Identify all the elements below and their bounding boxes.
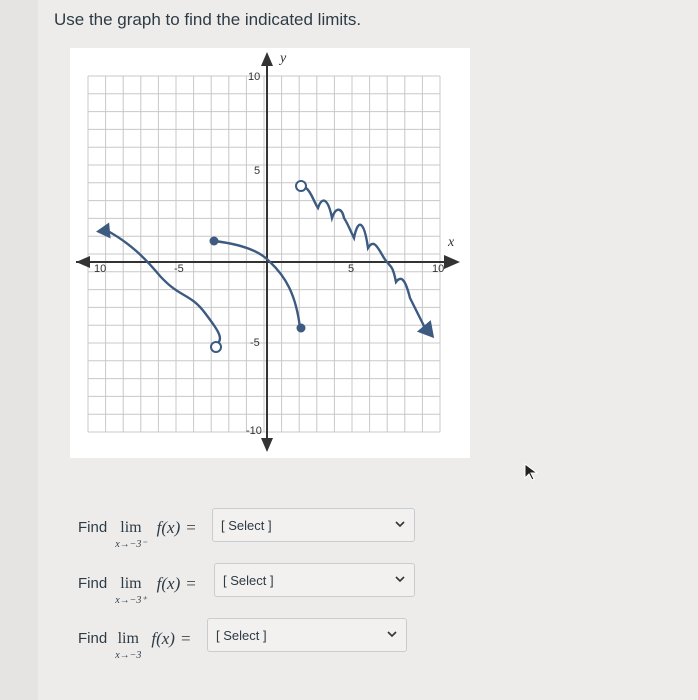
function-label: f(x) xyxy=(151,629,175,648)
equals-sign: = xyxy=(180,629,191,648)
select-value: [ Select ] xyxy=(216,627,267,643)
select-value: [ Select ] xyxy=(221,517,272,533)
select-dropdown-1[interactable] xyxy=(212,508,415,542)
equals-sign: = xyxy=(186,518,196,537)
y-axis-label: y xyxy=(280,51,287,66)
limit-expression xyxy=(115,519,146,550)
tick-label-y-neg5: -5 xyxy=(250,337,260,349)
tick-label-x-5: 5 xyxy=(348,263,355,275)
function-label: f(x) xyxy=(156,518,181,537)
select-dropdown-3[interactable] xyxy=(207,618,407,652)
chevron-down-icon xyxy=(386,628,398,640)
closed-circle-2-neg4 xyxy=(297,324,306,333)
window-edge xyxy=(0,0,38,700)
graph-svg xyxy=(70,48,470,458)
mouse-cursor-icon xyxy=(523,462,539,482)
chevron-down-icon xyxy=(394,573,406,585)
equals-sign: = xyxy=(186,574,196,593)
select-dropdown-2[interactable] xyxy=(214,563,415,597)
question-2 xyxy=(78,571,196,606)
function-label: f(x) xyxy=(156,574,181,593)
tick-label-y-neg10: -10 xyxy=(246,425,262,437)
lim-word: lim xyxy=(120,519,142,536)
limit-expression xyxy=(115,630,141,661)
x-axis-label: x xyxy=(448,235,455,250)
find-label: Find xyxy=(78,575,108,592)
question-3 xyxy=(78,626,191,661)
tick-label-x-neg5: -5 xyxy=(174,263,184,275)
tick-label-y-5: 5 xyxy=(254,165,261,177)
graph xyxy=(70,48,470,458)
lim-subscript: x→−3⁻ xyxy=(115,539,147,550)
chevron-down-icon xyxy=(394,518,406,530)
instructions-text: Use the graph to find the indicated limits. xyxy=(54,10,362,29)
tick-label-x-10: 10 xyxy=(432,263,445,275)
open-circle-2-4 xyxy=(296,181,306,191)
find-label: Find xyxy=(78,519,108,536)
tick-label-x-neg10: 10 xyxy=(94,263,107,275)
select-value: [ Select ] xyxy=(223,572,274,588)
lim-subscript: x→−3⁺ xyxy=(115,595,147,606)
lim-word: lim xyxy=(117,630,139,647)
open-circle-neg3-neg5 xyxy=(211,342,221,352)
lim-subscript: x→−3 xyxy=(115,650,142,661)
limit-expression xyxy=(115,575,146,606)
closed-circle-neg3-2 xyxy=(210,237,219,246)
lim-word: lim xyxy=(120,575,142,592)
find-label: Find xyxy=(78,630,108,647)
question-1 xyxy=(78,515,196,550)
tick-label-y-10: 10 xyxy=(248,71,261,83)
